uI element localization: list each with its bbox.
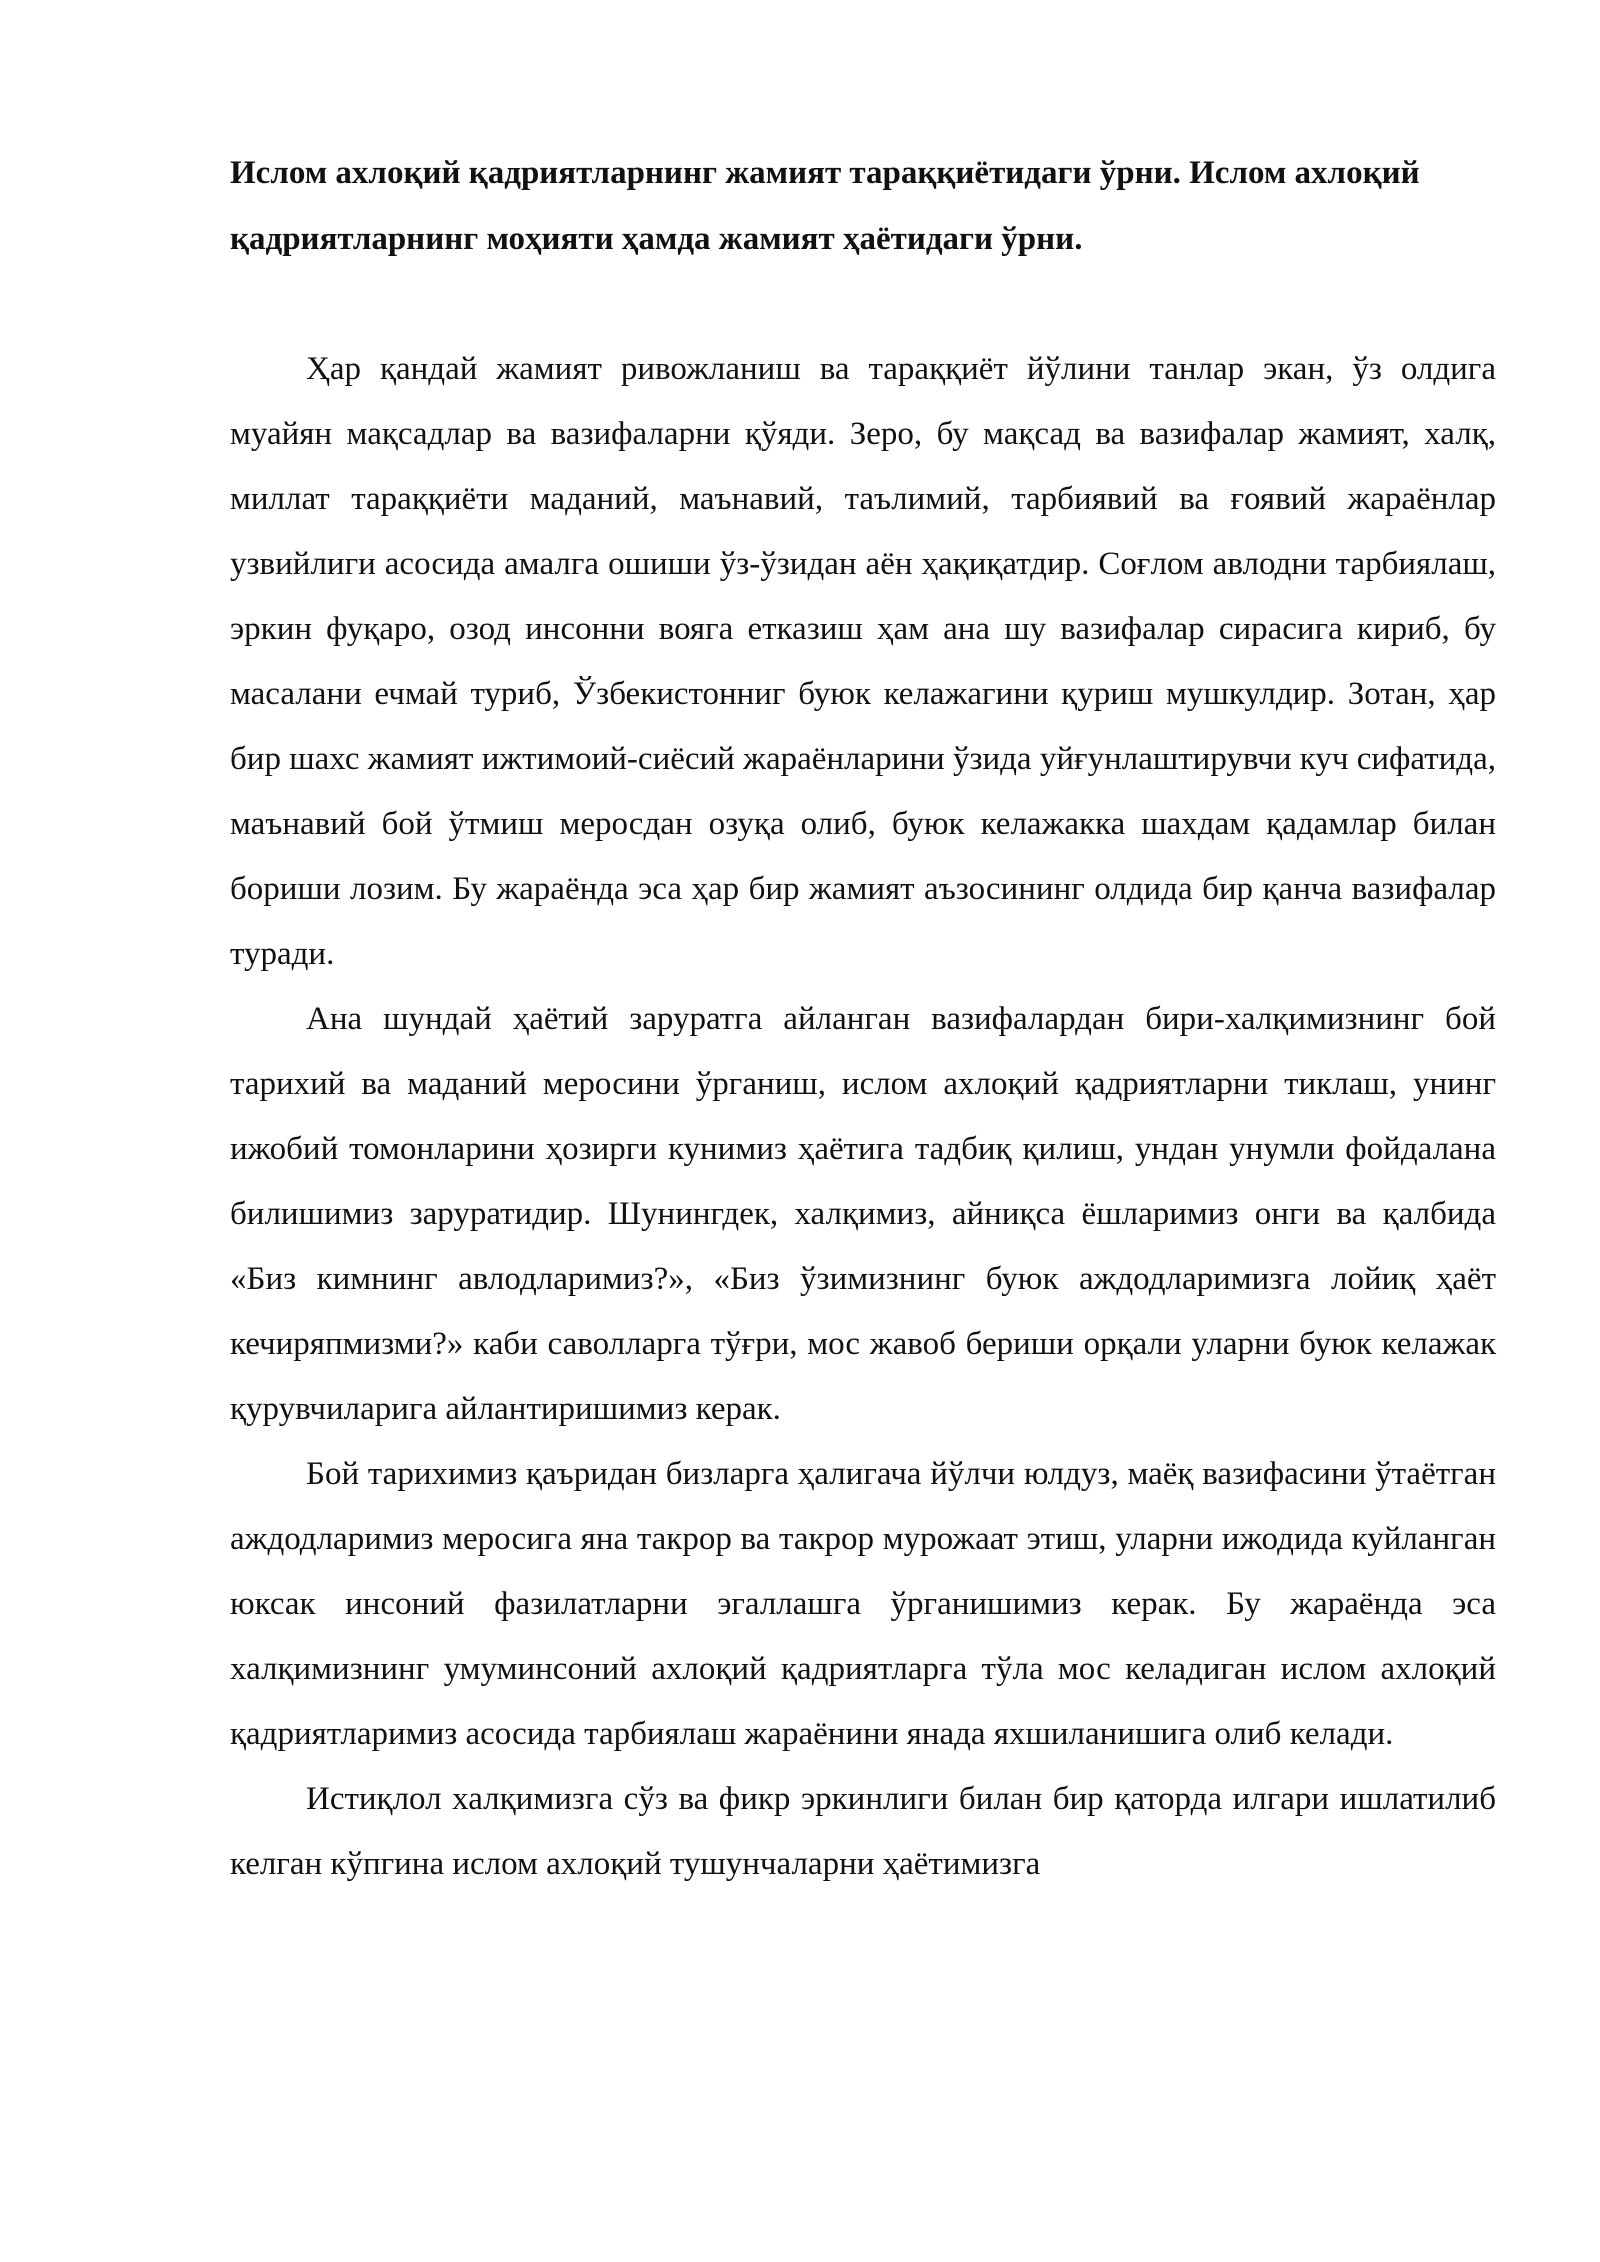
document-title: Ислом ахлоқий қадриятларнинг жамият тараққиётидаги ўрни. Ислом ахлоқий қадриятларнинг моҳияти ҳамда жамият ҳаётидаги ўрни. — [230, 155, 1420, 257]
paragraph-2: Ана шундай ҳаётий заруратга айланган вазифалардан бири-халқимизнинг бой тарихий ва маданий меросини ўрганиш, ислом ахлоқий қадриятларни тиклаш, унинг ижобий томонларини ҳозирги кунимиз ҳаётига тадбиқ қилиш, ундан унумли фойдалана билишимиз заруратидир. Шунингдек, халқимиз, айниқса ёшларимиз онги ва қалбида «Биз кимнинг авлодларимиз?», «Биз ўзимизнинг буюк аждодларимизга лойиқ ҳаёт кечиряпмизми?» каби саволларга тўғри, мос жавоб бериши орқали уларни буюк келажак қурувчиларига айлантиришимиз керак. — [230, 1001, 1496, 1427]
document-body — [230, 140, 1496, 1897]
paragraph-4: Истиқлол халқимизга сўз ва фикр эркинлиги билан бир қаторда илгари ишлатилиб келган кўпгина ислом ахлоқий тушунчаларни ҳаётимизга — [230, 1781, 1496, 1882]
paragraph-3: Бой тарихимиз қаъридан бизларга ҳалигача йўлчи юлдуз, маёқ вазифасини ўтаётган аждодларимиз меросига яна такрор ва такрор мурожаат этиш, уларни ижодида куйланган юксак инсоний фазилатларни эгаллашга ўрганишимиз керак. Бу жараёнда эса халқимизнинг умуминсоний ахлоқий қадриятларга тўла мос келадиган ислом ахлоқий қадриятларимиз асосида тарбиялаш жараёнини янада яхшиланишига олиб келади. — [230, 1456, 1496, 1752]
paragraph-1: Ҳар қандай жамият ривожланиш ва тараққиёт йўлини танлар экан, ўз олдига муайян мақсадлар ва вазифаларни қўяди. Зеро, бу мақсад ва вазифалар жамият, халқ, миллат тараққиёти маданий, маънавий, таълимий, тарбиявий ва ғоявий жараёнлар узвийлиги асосида амалга ошиши ўз-ўзидан аён ҳақиқатдир. Соғлом авлодни тарбиялаш, эркин фуқаро, озод инсонни вояга етказиш ҳам ана шу вазифалар сирасига кириб, бу масалани ечмай туриб, Ўзбекистонниг буюк келажагини қуриш мушкулдир. Зотан, ҳар бир шахс жамият ижтимоий-сиёсий жараёнларини ўзида уйғунлаштирувчи куч сифатида, маънавий бой ўтмиш меросдан озуқа олиб, буюк келажакка шахдам қадамлар билан бориши лозим. Бу жараёнда эса ҳар бир жамият аъзосининг олдида бир қанча вазифалар туради. — [230, 351, 1496, 972]
